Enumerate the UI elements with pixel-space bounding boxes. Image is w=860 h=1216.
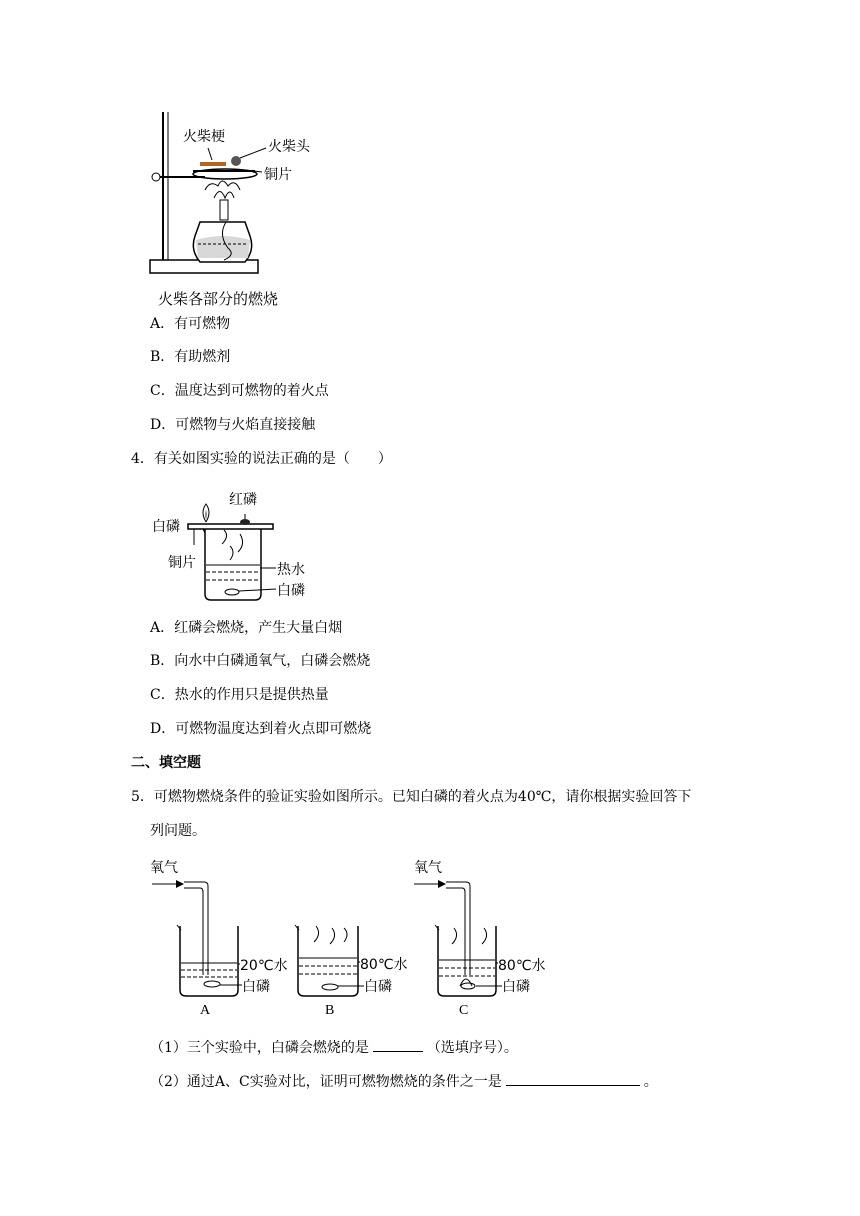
- q5-sub2: [150, 1071, 658, 1092]
- label-water-a: 20℃水: [240, 958, 288, 974]
- label-white-phosphorus-bottom: 白磷: [277, 583, 305, 599]
- label-red-phosphorus: 红磷: [229, 492, 257, 508]
- section-title: 二、填空题: [131, 755, 201, 771]
- q5-sub1-prefix: （1）三个实验中，白磷会燃烧的是: [150, 1040, 369, 1056]
- label-match-head: 火柴头: [268, 139, 310, 155]
- label-white-phosphorus-c: 白磷: [502, 979, 530, 995]
- label-oxygen-a: 氧气: [150, 860, 178, 876]
- label-white-phosphorus-top: 白磷: [152, 519, 180, 535]
- q4-option-b: B．向水中白磷通氧气，白磷会燃烧: [150, 653, 371, 669]
- label-oxygen-c: 氧气: [414, 860, 442, 876]
- caption-a: A: [200, 1003, 211, 1018]
- q3-option-b: B．有助燃剂: [150, 349, 231, 365]
- label-hot-water: 热水: [277, 562, 305, 578]
- label-water-c: 80℃水: [498, 958, 546, 974]
- q4-option-c: C．热水的作用只是提供热量: [150, 687, 329, 703]
- caption-c: C: [459, 1003, 469, 1018]
- label-copper-sheet: 铜片: [264, 167, 292, 183]
- q5-stem-line1: 5．可燃物燃烧条件的验证实验如图所示。已知白磷的着火点为40℃，请你根据实验回答下: [131, 789, 692, 805]
- q5-sub1-answer-blank[interactable]: [373, 1037, 423, 1052]
- q4-option-a: A．红磷会燃烧，产生大量白烟: [150, 620, 343, 636]
- label-white-phosphorus-a: 白磷: [242, 979, 270, 995]
- q3-option-c: C．温度达到可燃物的着火点: [150, 383, 329, 399]
- q5-sub2-prefix: （2）通过A、C实验对比，证明可燃物燃烧的条件之一是: [150, 1074, 502, 1090]
- label-match-stick: 火柴梗: [183, 129, 225, 145]
- q5-sub2-answer-blank[interactable]: [506, 1071, 640, 1086]
- q3-option-a: A．有可燃物: [150, 316, 231, 332]
- q5-stem-line2: 列问题。: [150, 823, 206, 839]
- q5-sub2-suffix: 。: [643, 1074, 658, 1090]
- figure-caption: 火柴各部分的燃烧: [158, 290, 279, 308]
- q3-option-d: D．可燃物与火焰直接接触: [150, 417, 316, 433]
- label-white-phosphorus-b: 白磷: [364, 979, 392, 995]
- q5-sub1-suffix: （选填序号）。: [426, 1040, 518, 1056]
- q5-sub1: [150, 1037, 518, 1058]
- label-copper-sheet: 铜片: [168, 555, 196, 571]
- q4-stem: 4．有关如图实验的说法正确的是（ ）: [131, 451, 392, 467]
- q4-option-d: D．可燃物温度达到着火点即可燃烧: [150, 721, 372, 737]
- caption-b: B: [325, 1003, 335, 1018]
- label-water-b: 80℃水: [360, 957, 408, 973]
